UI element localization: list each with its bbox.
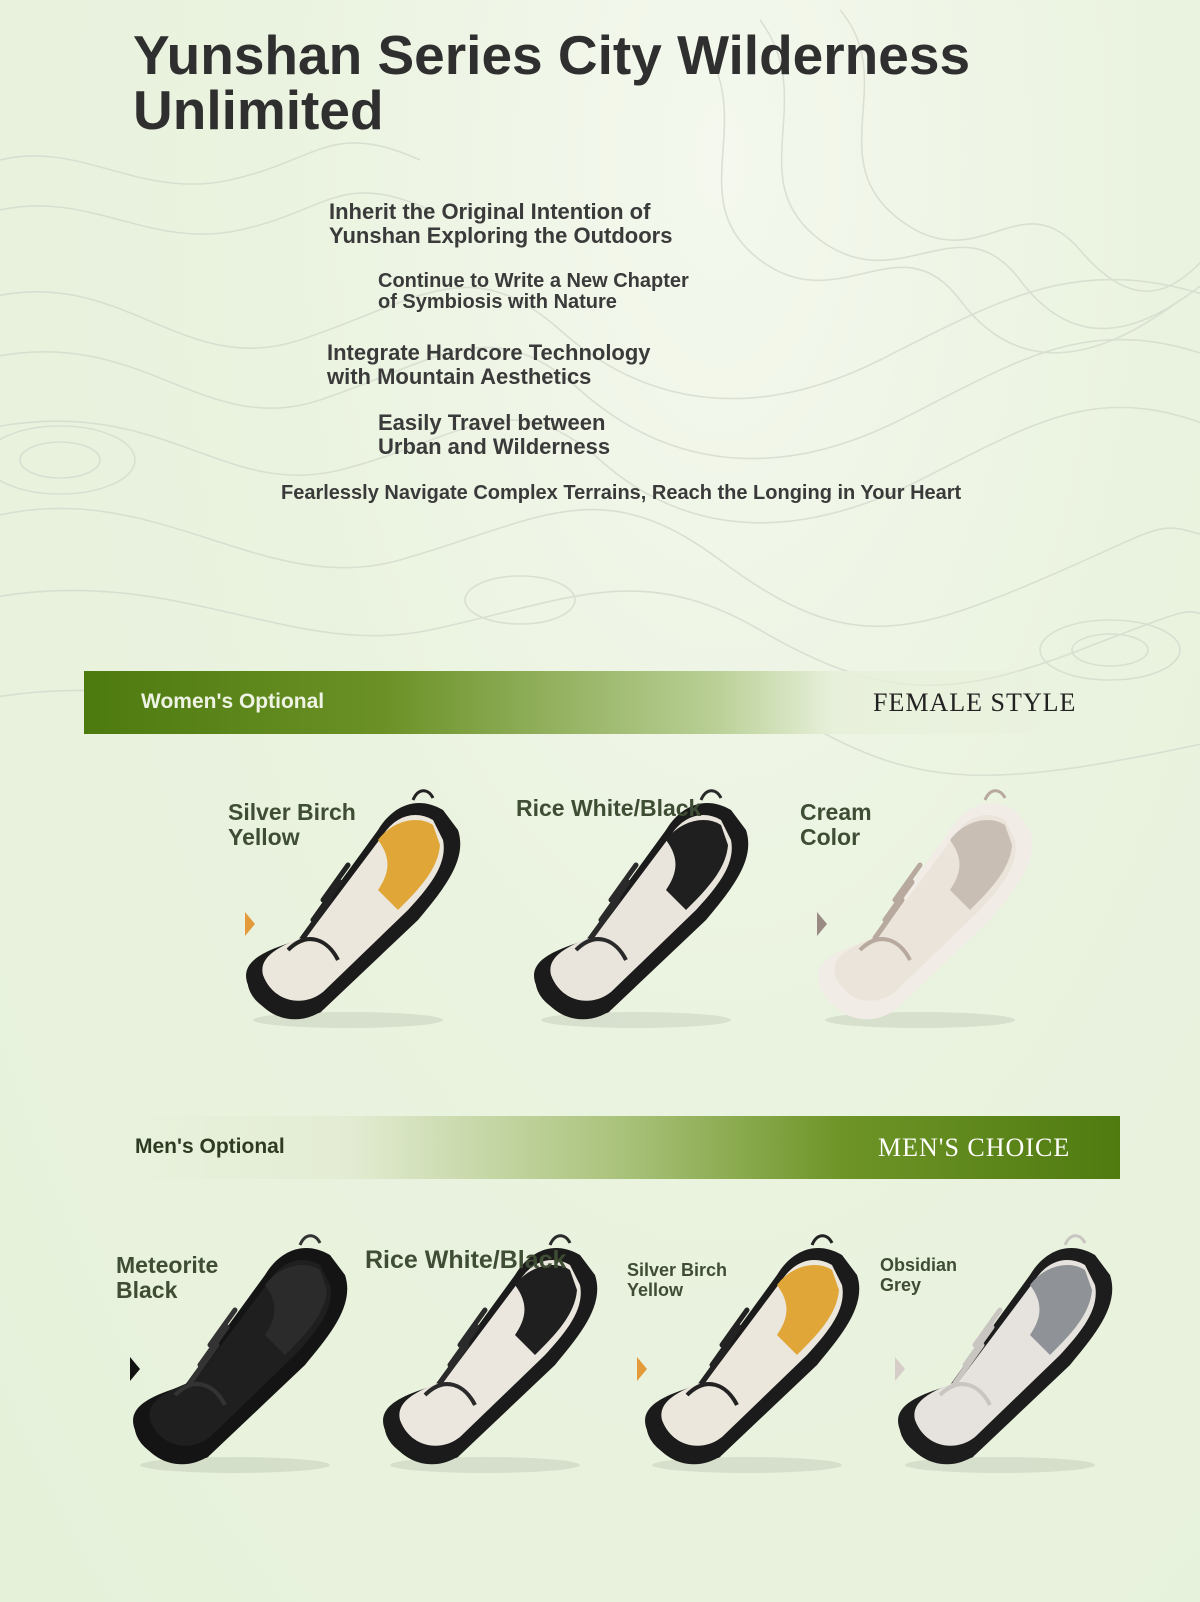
- womens-section-label: Women's Optional: [141, 690, 325, 713]
- men-product-card-3[interactable]: [627, 1215, 867, 1475]
- female-style-label: FEMALE STYLE: [873, 688, 1077, 717]
- men-product-card-1[interactable]: [115, 1215, 355, 1475]
- arrow-marker-icon: [130, 1357, 140, 1381]
- intro-line-2: Continue to Write a New Chapter of Symbiosis with Nature: [378, 270, 689, 313]
- arrow-marker-icon: [817, 912, 827, 936]
- product-color-name: Meteorite Black: [116, 1252, 219, 1303]
- womens-section-banner: [84, 671, 1084, 734]
- intro-line-1: Inherit the Original Intention of Yunshan Exploring the Outdoors: [329, 199, 673, 248]
- women-product-card-1[interactable]: [228, 770, 468, 1030]
- intro-line-4: Easily Travel between Urban and Wilderness: [378, 410, 611, 459]
- product-color-name: Silver Birch Yellow: [627, 1260, 728, 1300]
- product-color-name: Cream Color: [800, 799, 872, 850]
- product-color-name: Rice White/Black: [365, 1246, 567, 1274]
- shoe-image: [880, 1215, 1120, 1475]
- page-title: Yunshan Series City Wilderness Unlimited: [133, 24, 971, 141]
- men-product-card-4[interactable]: [880, 1215, 1120, 1475]
- arrow-marker-icon: [245, 912, 255, 936]
- women-product-card-2[interactable]: [516, 770, 756, 1030]
- intro-line-5: Fearlessly Navigate Complex Terrains, Reach the Longing in Your Heart: [281, 482, 962, 504]
- product-color-name: Silver Birch Yellow: [228, 799, 356, 850]
- product-color-name: Obsidian Grey: [880, 1255, 958, 1295]
- shoe-image: [627, 1215, 867, 1475]
- mens-choice-label: MEN'S CHOICE: [878, 1133, 1071, 1162]
- men-product-card-2[interactable]: [365, 1215, 605, 1475]
- women-product-card-3[interactable]: [800, 770, 1040, 1030]
- mens-section-label: Men's Optional: [135, 1135, 285, 1158]
- mens-section-banner: [128, 1116, 1120, 1179]
- product-color-name: Rice White/Black: [516, 795, 702, 821]
- arrow-marker-icon: [637, 1357, 647, 1381]
- intro-line-3: Integrate Hardcore Technology with Mountain Aesthetics: [327, 340, 651, 389]
- arrow-marker-icon: [895, 1357, 905, 1381]
